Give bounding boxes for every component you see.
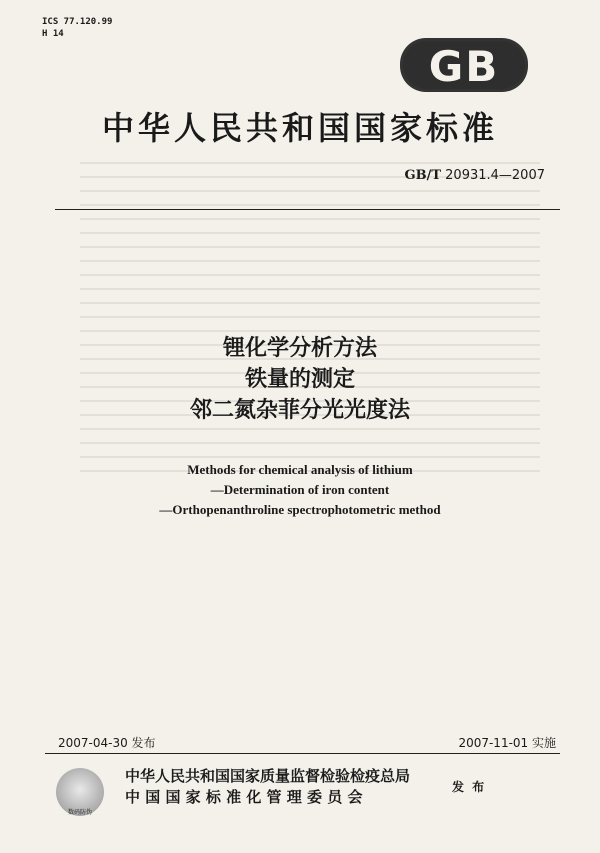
standard-number <box>405 168 546 183</box>
document-title-en <box>0 460 600 520</box>
ics-code: ICS 77.120.99 <box>42 17 113 27</box>
org-line2: 中 国 国 家 标 准 化 管 理 委 员 会 <box>125 788 363 806</box>
classification-codes <box>42 16 112 40</box>
title-cn-line1: 锂化学分析方法 <box>222 336 377 361</box>
standard-number-prefix: GB/T <box>404 168 442 183</box>
implement-date: 2007-11-01 实施 <box>458 736 556 750</box>
issue-label: 发 布 <box>452 780 487 794</box>
top-rule <box>55 209 560 210</box>
gb-logo <box>400 38 528 92</box>
standard-title: 中华人民共和国国家标准 <box>101 109 498 147</box>
standard-number-value: 20931.4—2007 <box>445 168 545 183</box>
gb-logo-text: GB <box>428 42 500 91</box>
title-cn-line2: 铁量的测定 <box>244 367 355 392</box>
document-title-cn <box>0 333 600 426</box>
title-en-line1: Methods for chemical analysis of lithium <box>187 462 413 477</box>
org-line1: 中华人民共和国国家质量监督检验检疫总局 <box>125 767 411 785</box>
bottom-rule <box>45 753 560 754</box>
bleed-through-text <box>80 150 540 510</box>
title-en-line2: —Determination of iron content <box>210 482 390 497</box>
gb-logo-icon <box>400 38 528 92</box>
class-code: H 14 <box>42 29 64 39</box>
issuing-organizations <box>125 766 410 808</box>
seal-label: 数码防伪 <box>67 809 92 816</box>
title-cn-line3: 邻二氮杂菲分光光度法 <box>189 398 410 423</box>
publish-date: 2007-04-30 发布 <box>58 736 156 750</box>
title-en-line3: —Orthopenanthroline spectrophotometric method <box>159 502 441 517</box>
